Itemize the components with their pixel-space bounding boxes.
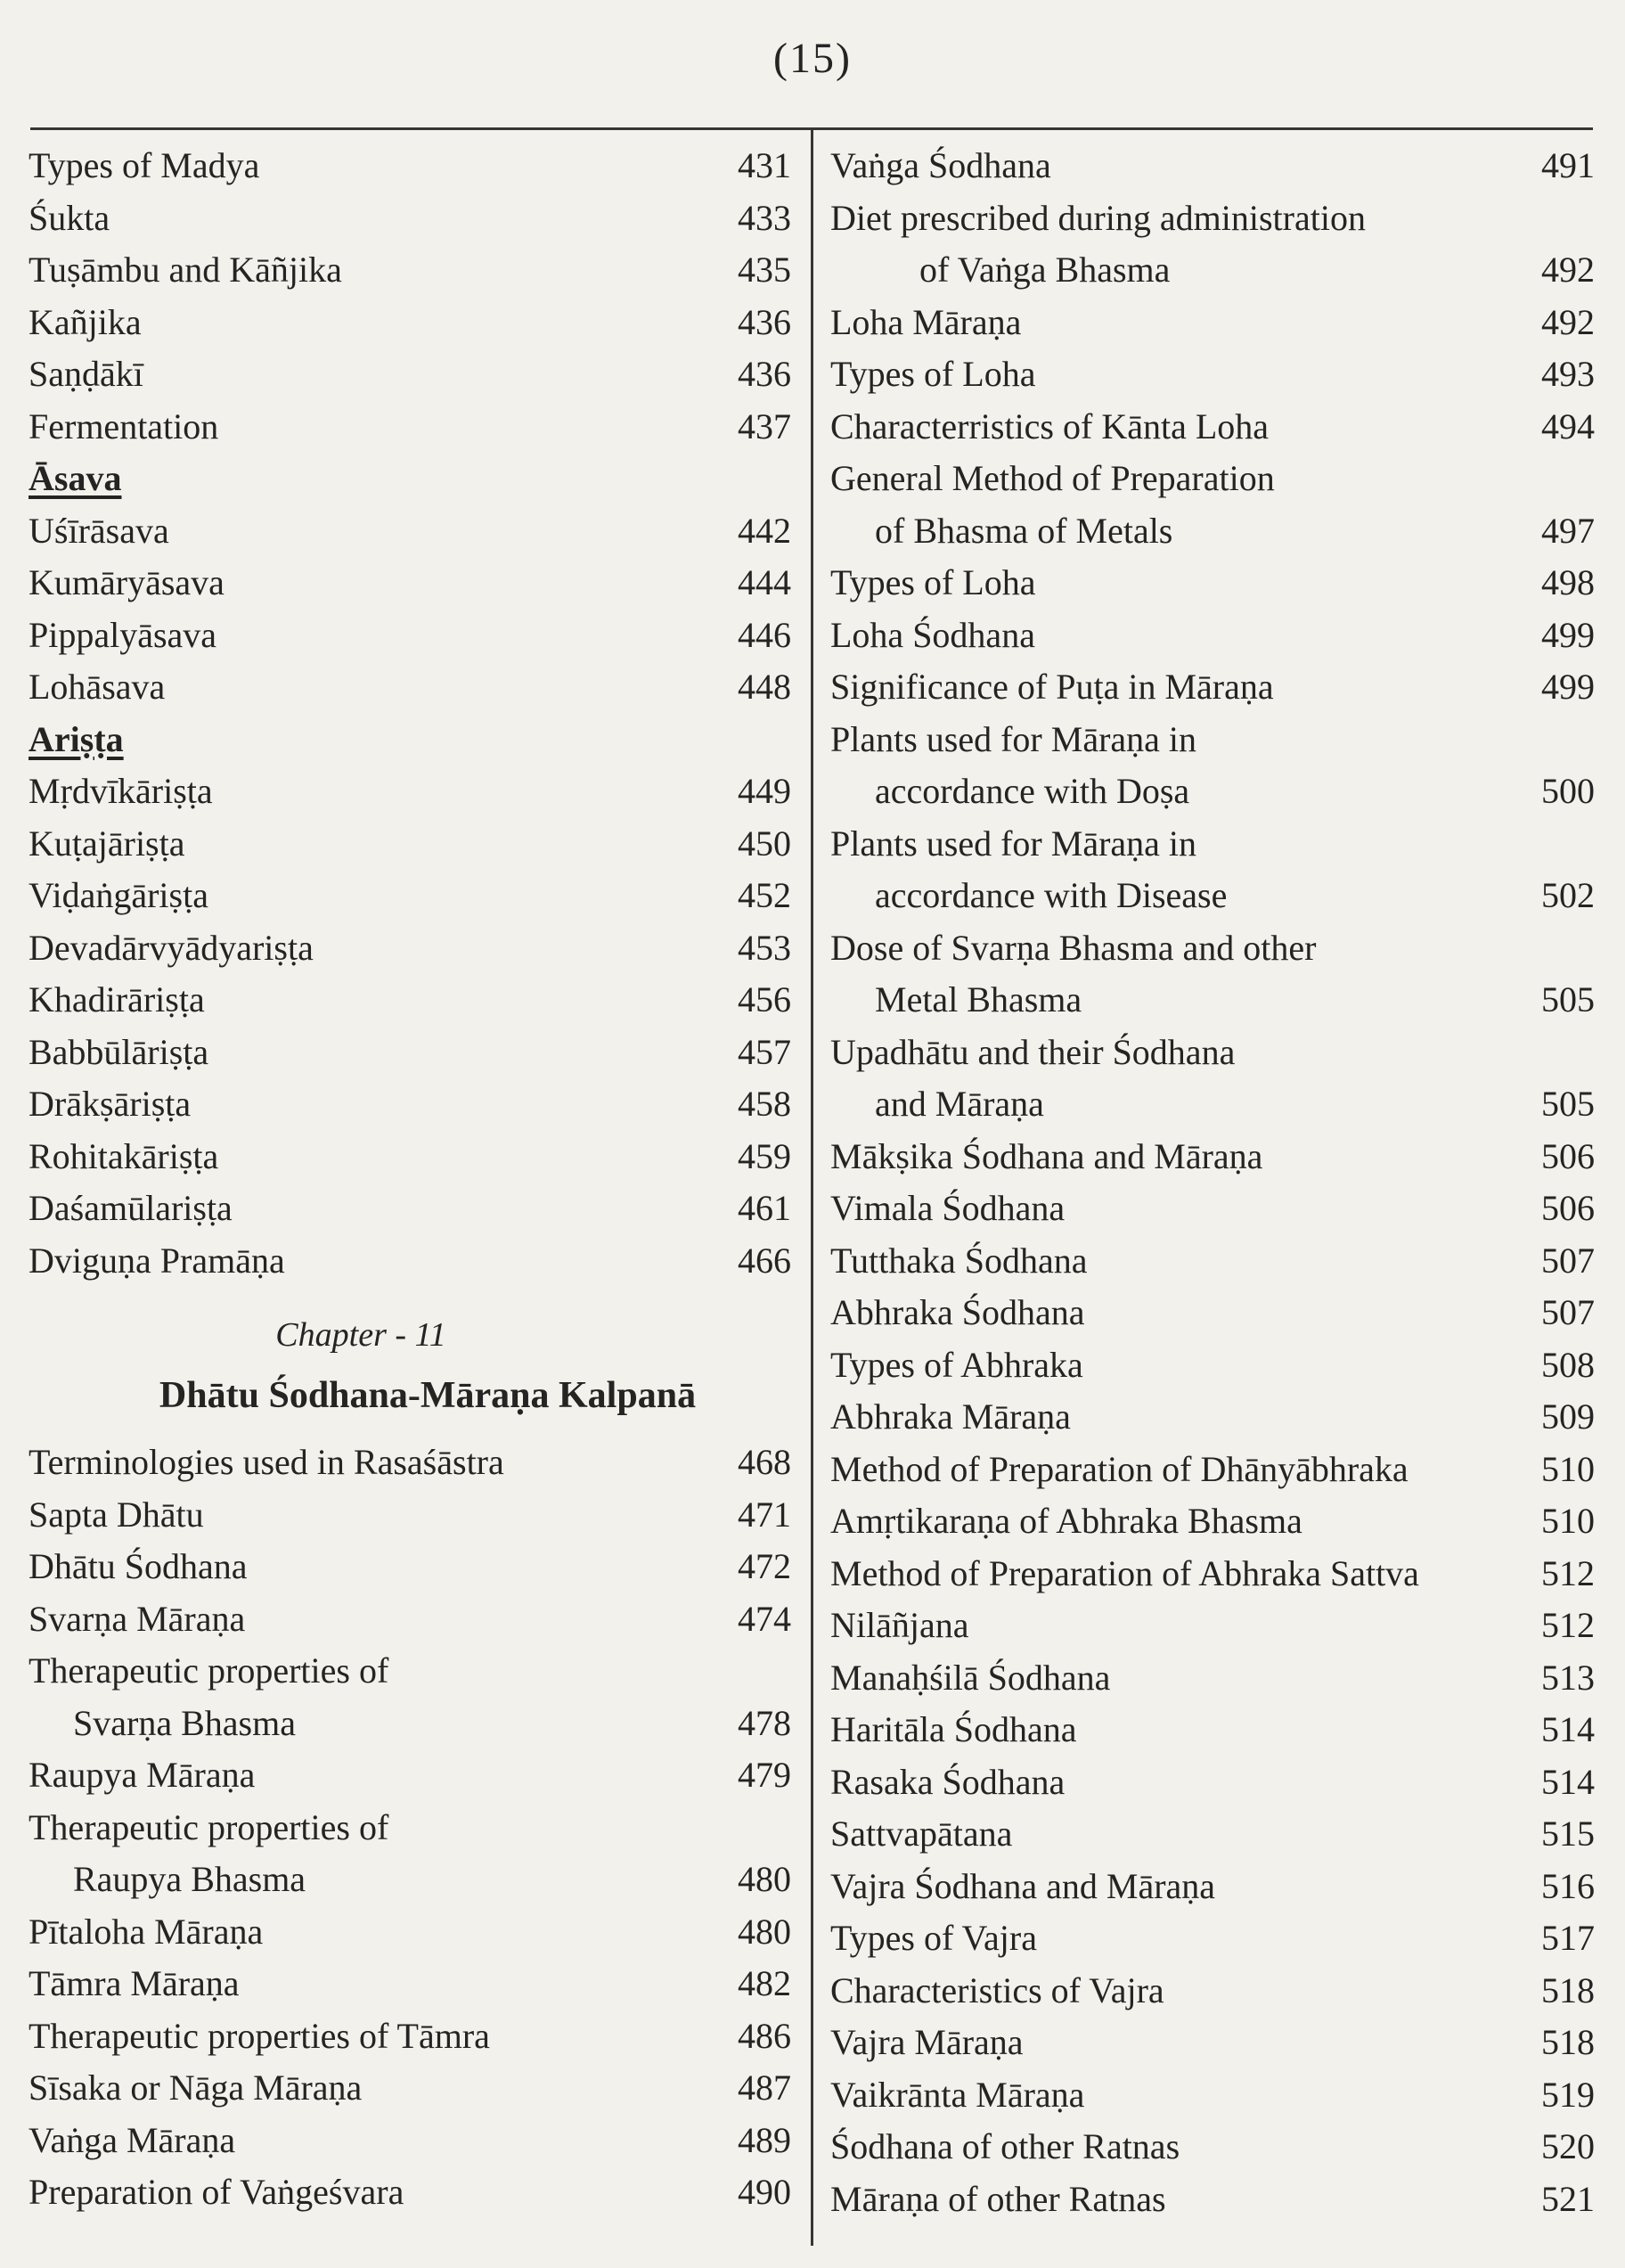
toc-entry-title [29, 297, 142, 349]
toc-entry-page: 489 [738, 2119, 791, 2160]
toc-entry-title-line: Upadhātu and their Śodhana [830, 1031, 1236, 1072]
toc-entry-title [830, 2174, 1166, 2226]
toc-entry-page: 480 [738, 1911, 791, 1952]
toc-entry-title [29, 244, 342, 297]
toc-entry-title [830, 1183, 1065, 1235]
toc-entry-title [830, 2017, 1024, 2069]
toc-entry-page: 507 [1541, 1240, 1595, 1281]
asava-entry-list [29, 505, 791, 714]
toc-entry-page: 433 [738, 197, 791, 238]
toc-entry [29, 1183, 791, 1235]
asava-heading: Āsava [29, 458, 122, 498]
toc-entry-page: 514 [1541, 1761, 1595, 1802]
toc-entry-title-line: Rasaka Śodhana [830, 1761, 1066, 1802]
toc-entry [29, 1906, 791, 1959]
toc-entry-title-line: Method of Preparation of Dhānyābhraka [830, 1448, 1409, 1489]
toc-entry [29, 1078, 791, 1131]
toc-entry-title-line: Pītaloha Māraṇa [29, 1911, 264, 1952]
toc-entry-page: 492 [1541, 250, 1595, 290]
toc-entry-title [830, 1652, 1110, 1705]
toc-entry [29, 192, 791, 245]
toc-entry-title [830, 1756, 1065, 1809]
toc-entry-title-line: Dose of Svarṇa Bhasma and other [830, 927, 1317, 968]
toc-entry-title-line: Diet prescribed during administration [830, 197, 1366, 238]
toc-entry-page: 507 [1541, 1292, 1595, 1332]
toc-entry-title-line: Māraṇa of other Ratnas [830, 2178, 1166, 2219]
toc-entry [29, 870, 791, 922]
toc-entry-title-line: Rohitakāriṣṭa [29, 1135, 219, 1176]
toc-entry [830, 1861, 1595, 1913]
toc-entry-title-line: Haritāla Śodhana [830, 1709, 1077, 1749]
toc-entry [29, 922, 791, 975]
toc-entry-title-line: Khadirāriṣṭa [29, 979, 205, 1019]
toc-entry-page: 449 [738, 771, 791, 811]
toc-entry-title-line: Abhraka Śodhana [830, 1292, 1085, 1332]
toc-entry-page: 437 [738, 405, 791, 446]
toc-entry-title [830, 2121, 1180, 2174]
toc-entry-title-line: Sapta Dhātu [29, 1494, 204, 1535]
toc-entry-title [830, 1495, 1302, 1548]
toc-entry [830, 2017, 1595, 2069]
toc-entry-title-line: Uśīrāsava [29, 510, 169, 551]
toc-entry-page: 487 [738, 2067, 791, 2108]
toc-entry [29, 1593, 791, 1646]
toc-entry-title-line: Plants used for Māraṇa in [830, 718, 1197, 759]
toc-entry [830, 922, 1595, 1027]
arista-entry-list [29, 766, 791, 1287]
toc-entry-page: 478 [738, 1702, 791, 1743]
toc-entry-page: 497 [1541, 510, 1595, 551]
toc-entry-title [830, 453, 1275, 557]
toc-entry [830, 1756, 1595, 1809]
toc-entry-page: 505 [1541, 979, 1595, 1019]
toc-entry [29, 297, 791, 349]
toc-entry-page: 450 [738, 823, 791, 864]
toc-entry-title [29, 1645, 388, 1749]
toc-entry [830, 1027, 1595, 1131]
toc-entry-title [29, 766, 213, 818]
toc-entry [830, 140, 1595, 192]
toc-entry-page: 517 [1541, 1918, 1595, 1958]
toc-entry-page: 436 [738, 354, 791, 394]
toc-entry-title [830, 1965, 1164, 2018]
toc-entry [830, 401, 1595, 454]
toc-entry-page: 494 [1541, 405, 1595, 446]
toc-entry [29, 610, 791, 662]
column-divider [811, 129, 813, 2246]
toc-entry-page: 498 [1541, 562, 1595, 602]
right-column [830, 140, 1595, 2225]
toc-entry-page: 508 [1541, 1344, 1595, 1385]
toc-entry-title [29, 1593, 245, 1646]
toc-entry-title-line: Therapeutic properties of [29, 1650, 389, 1691]
toc-entry [29, 818, 791, 871]
chapter-entry-list [29, 1437, 791, 2219]
toc-entry-title-line: Preparation of Vaṅgeśvara [29, 2172, 404, 2212]
toc-entry-page: 442 [738, 510, 791, 551]
toc-entry [29, 1131, 791, 1183]
toc-entry-title [29, 2062, 362, 2115]
toc-entry [29, 2115, 791, 2167]
toc-entry-page: 474 [738, 1598, 791, 1639]
toc-entry-title-line: Vaikrānta Māraṇa [830, 2074, 1085, 2115]
toc-entry-title [29, 1802, 388, 1906]
toc-entry [830, 348, 1595, 401]
toc-entry-page: 520 [1541, 2126, 1595, 2166]
toc-entry [830, 1912, 1595, 1965]
toc-entry-title-line: Significance of Puṭa in Māraṇa [830, 667, 1274, 707]
toc-entry-title-line: Śodhana of other Ratnas [830, 2126, 1180, 2166]
toc-entry-page: 453 [738, 927, 791, 968]
toc-entry [29, 1027, 791, 1079]
toc-entry-page: 510 [1541, 1501, 1595, 1541]
toc-entry-title [29, 1235, 285, 1288]
toc-entry-title-continuation: Svarṇa Bhasma [73, 1702, 296, 1743]
toc-entry-title-line: Types of Madya [29, 145, 260, 185]
toc-entry-title [830, 714, 1196, 818]
toc-entry-title [830, 1861, 1215, 1913]
toc-entry-title [29, 505, 169, 558]
toc-entry-title-line: General Method of Preparation [830, 458, 1275, 498]
toc-entry-title-line: Loha Māraṇa [830, 301, 1022, 342]
toc-entry-title-line: Kuṭajāriṣṭa [29, 823, 185, 864]
toc-entry-title-line: Vajra Śodhana and Māraṇa [830, 1865, 1216, 1906]
toc-entry-title [29, 1958, 240, 2010]
toc-entry-title [29, 1541, 248, 1593]
toc-entry [29, 2010, 791, 2063]
toc-entry [29, 974, 791, 1027]
toc-entry-title-line: Drākṣāriṣṭa [29, 1084, 192, 1124]
toc-entry [29, 1437, 791, 1489]
toc-entry-page: 431 [738, 145, 791, 185]
toc-entry-page: 509 [1541, 1396, 1595, 1437]
toc-entry-title-line: Devadārvyādyariṣṭa [29, 927, 314, 968]
toc-entry [830, 2121, 1595, 2174]
left-column [29, 140, 791, 2219]
toc-entry-title [830, 1548, 1419, 1601]
toc-entry-title [830, 1444, 1409, 1496]
toc-entry [830, 1287, 1595, 1339]
toc-entry [830, 2174, 1595, 2226]
toc-entry-title-line: Characterristics of Kānta Loha [830, 405, 1270, 446]
toc-entry [29, 1489, 791, 1542]
toc-entry-title-line: Babbūlāriṣṭa [29, 1031, 209, 1072]
toc-entry-page: 493 [1541, 354, 1595, 394]
toc-entry [830, 2069, 1595, 2122]
toc-entry [830, 1235, 1595, 1288]
toc-entry-title [29, 922, 314, 975]
toc-entry-page: 500 [1541, 771, 1595, 811]
toc-entry-title-line: Sīsaka or Nāga Māraṇa [29, 2067, 363, 2108]
toc-entry [29, 1541, 791, 1593]
toc-entry [830, 1495, 1595, 1548]
toc-entry-title [830, 1808, 1012, 1861]
toc-entry-page: 459 [738, 1135, 791, 1176]
toc-entry [830, 557, 1595, 610]
toc-entry [830, 1444, 1595, 1496]
toc-entry-title-line: Pippalyāsava [29, 614, 217, 655]
toc-entry-title-line: Saṇḍākī [29, 354, 143, 394]
toc-entry [29, 140, 791, 192]
toc-entry [830, 610, 1595, 662]
toc-entry-page: 491 [1541, 145, 1595, 185]
toc-entry [29, 244, 791, 297]
toc-entry [29, 2166, 791, 2219]
toc-entry-title-line: Dviguṇa Pramāṇa [29, 1240, 285, 1281]
toc-entry-title-line: Types of Loha [830, 562, 1036, 602]
right-entry-list [830, 140, 1595, 2225]
toc-entry-page: 492 [1541, 301, 1595, 342]
toc-entry-title [29, 1906, 263, 1959]
toc-entry-title-line: Raupya Māraṇa [29, 1755, 256, 1795]
toc-entry-title [830, 557, 1035, 610]
toc-entry-page: 435 [738, 250, 791, 290]
toc-entry-title [830, 1912, 1037, 1965]
toc-entry-title-line: Loha Śodhana [830, 614, 1035, 655]
toc-entry-title-continuation: accordance with Disease [875, 875, 1228, 915]
toc-entry-title [29, 348, 143, 401]
toc-entry [830, 1391, 1595, 1444]
toc-entry [830, 1600, 1595, 1652]
toc-entry [830, 714, 1595, 818]
toc-entry-title [29, 192, 110, 245]
toc-entry-title [29, 1183, 233, 1235]
toc-entry-page: 490 [738, 2172, 791, 2212]
toc-entry-title-line: Types of Abhraka [830, 1344, 1083, 1385]
toc-entry-page: 510 [1541, 1448, 1595, 1489]
toc-entry-title-line: Therapeutic properties of [29, 1806, 389, 1847]
toc-entry-title [830, 1027, 1235, 1131]
chapter-label: Chapter - 11 [275, 1316, 446, 1354]
toc-entry-page: 516 [1541, 1865, 1595, 1906]
toc-entry-title [830, 610, 1035, 662]
toc-entry-title [29, 140, 259, 192]
toc-entry [29, 1802, 791, 1906]
toc-entry-title-line: Plants used for Māraṇa in [830, 823, 1197, 864]
toc-entry-title-line: Daśamūlariṣṭa [29, 1188, 233, 1228]
toc-entry-title-line: Nilāñjana [830, 1605, 969, 1645]
toc-entry-page: 502 [1541, 875, 1595, 915]
toc-entry-page: 506 [1541, 1135, 1595, 1176]
toc-entry [830, 1183, 1595, 1235]
toc-entry-title [830, 1235, 1088, 1288]
toc-entry-title [830, 348, 1035, 401]
toc-entry-title [830, 401, 1269, 454]
toc-entry-page: 444 [738, 562, 791, 602]
toc-entry-page: 466 [738, 1240, 791, 1281]
toc-entry-title [830, 2069, 1084, 2122]
toc-entry-title [29, 1027, 208, 1079]
toc-entry [830, 1131, 1595, 1183]
toc-entry-page: 457 [738, 1031, 791, 1072]
toc-entry-title [29, 610, 216, 662]
toc-entry-title-line: Mṛdvīkāriṣṭa [29, 771, 213, 811]
toc-entry-title-line: Viḍaṅgāriṣṭa [29, 875, 208, 915]
toc-entry [29, 1645, 791, 1749]
toc-entry-page: 471 [738, 1494, 791, 1535]
toc-entry [29, 348, 791, 401]
toc-entry-title-line: Vaṅga Śodhana [830, 145, 1051, 185]
toc-entry-page: 472 [738, 1546, 791, 1586]
toc-entry-title-continuation: of Bhasma of Metals [875, 510, 1173, 551]
toc-entry-page: 512 [1541, 1552, 1595, 1593]
toc-entry [29, 2062, 791, 2115]
toc-entry-page: 518 [1541, 2022, 1595, 2062]
toc-entry [830, 1548, 1595, 1601]
toc-entry-title-line: Abhraka Māraṇa [830, 1396, 1071, 1437]
toc-entry-page: 458 [738, 1084, 791, 1124]
toc-entry [830, 1965, 1595, 2018]
toc-entry-page: 482 [738, 1963, 791, 2003]
toc-entry [29, 1749, 791, 1802]
toc-entry-title-line: Method of Preparation of Abhraka Sattva [830, 1552, 1419, 1593]
toc-entry-page: 461 [738, 1188, 791, 1228]
toc-entry-page: 512 [1541, 1605, 1595, 1645]
toc-entry [830, 192, 1595, 297]
toc-entry-title-line: Types of Vajra [830, 1918, 1037, 1958]
toc-entry-title-line: Śukta [29, 197, 110, 238]
toc-entry-title-line: Svarṇa Māraṇa [29, 1598, 246, 1639]
toc-entry-page: 448 [738, 667, 791, 707]
left-entry-list [29, 140, 791, 453]
toc-entry-title-continuation: and Māraṇa [875, 1084, 1044, 1124]
toc-entry-page: 513 [1541, 1657, 1595, 1698]
toc-entry [29, 1235, 791, 1288]
toc-entry [830, 1652, 1595, 1705]
toc-entry-page: 499 [1541, 667, 1595, 707]
toc-entry-page: 506 [1541, 1188, 1595, 1228]
toc-entry-title [830, 140, 1051, 192]
toc-entry-title [830, 1600, 969, 1652]
toc-entry-page: 436 [738, 301, 791, 342]
toc-entry-page: 515 [1541, 1814, 1595, 1854]
toc-entry-title-line: Vaṅga Māraṇa [29, 2119, 236, 2160]
toc-entry-page: 521 [1541, 2178, 1595, 2219]
toc-entry-title [830, 1131, 1262, 1183]
toc-entry [830, 818, 1595, 922]
toc-entry-title [830, 1391, 1071, 1444]
toc-entry-page: 518 [1541, 1969, 1595, 2010]
arista-heading: Ariṣṭa [29, 718, 124, 759]
toc-entry-page: 480 [738, 1859, 791, 1899]
toc-entry-title [29, 2010, 490, 2063]
toc-entry [29, 766, 791, 818]
toc-entry-page: 479 [738, 1755, 791, 1795]
toc-entry-title-line: Types of Loha [830, 354, 1036, 394]
chapter-title: Dhātu Śodhana-Māraṇa Kalpanā [159, 1375, 697, 1416]
toc-entry-title-line: Therapeutic properties of Tāmra [29, 2015, 490, 2056]
toc-entry-title [29, 1437, 504, 1489]
toc-entry-title-line: Kañjika [29, 301, 142, 342]
toc-entry-title [29, 1489, 204, 1542]
toc-entry-page: 468 [738, 1442, 791, 1482]
toc-entry-title [29, 2166, 404, 2219]
toc-entry [29, 401, 791, 454]
toc-entry-page: 456 [738, 979, 791, 1019]
toc-entry-title [29, 1131, 218, 1183]
toc-entry-page: 505 [1541, 1084, 1595, 1124]
toc-entry [29, 505, 791, 558]
toc-entry [830, 1808, 1595, 1861]
toc-entry-title-line: Amṛtikaraṇa of Abhraka Bhasma [830, 1501, 1302, 1541]
toc-entry-title-line: Lohāsava [29, 667, 166, 707]
toc-entry-page: 486 [738, 2015, 791, 2056]
toc-entry-page: 519 [1541, 2074, 1595, 2115]
toc-entry-title [29, 974, 205, 1027]
toc-entry-title-line: Tuṣāmbu and Kāñjika [29, 250, 342, 290]
toc-entry-title [830, 192, 1366, 297]
toc-entry-title [29, 401, 218, 454]
toc-entry [830, 1339, 1595, 1392]
toc-entry-title-line: Dhātu Śodhana [29, 1546, 248, 1586]
toc-entry-title-line: Tutthaka Śodhana [830, 1240, 1088, 1281]
toc-entry-title-line: Fermentation [29, 405, 219, 446]
toc-entry-title [830, 1704, 1077, 1756]
toc-entry-title [29, 557, 225, 610]
toc-entry-title-continuation: accordance with Doṣa [875, 771, 1190, 811]
toc-entry-title [830, 297, 1021, 349]
toc-entry-title [830, 922, 1316, 1027]
toc-entry-title [29, 870, 208, 922]
toc-entry-title-line: Vimala Śodhana [830, 1188, 1066, 1228]
toc-entry-title-line: Vajra Māraṇa [830, 2022, 1024, 2062]
toc-entry-title [29, 661, 165, 714]
toc-entry-title-line: Tāmra Māraṇa [29, 1963, 240, 2003]
toc-entry-title-continuation: Metal Bhasma [875, 979, 1082, 1019]
toc-entry-title-line: Sattvapātana [830, 1814, 1013, 1854]
toc-entry-title [29, 2115, 235, 2167]
toc-entry [830, 661, 1595, 714]
toc-entry [29, 661, 791, 714]
toc-entry-page: 499 [1541, 614, 1595, 655]
toc-entry [830, 1704, 1595, 1756]
toc-entry-title-line: Terminologies used in Rasaśāstra [29, 1442, 504, 1482]
toc-entry [830, 453, 1595, 557]
toc-entry-title-continuation: Raupya Bhasma [73, 1859, 306, 1899]
toc-entry [29, 557, 791, 610]
toc-entry-title-line: Mākṣika Śodhana and Māraṇa [830, 1135, 1263, 1176]
toc-entry [830, 297, 1595, 349]
toc-entry-title-continuation: of Vaṅga Bhasma [919, 250, 1171, 290]
toc-entry-title [830, 661, 1274, 714]
toc-entry-page: 514 [1541, 1709, 1595, 1749]
toc-entry-title [29, 1078, 191, 1131]
toc-entry-title [29, 1749, 255, 1802]
toc-entry [29, 1958, 791, 2010]
toc-entry-title [830, 1287, 1084, 1339]
toc-entry-page: 446 [738, 614, 791, 655]
toc-entry-title [830, 818, 1227, 922]
page-number: (15) [773, 35, 852, 82]
toc-entry-title [29, 818, 185, 871]
toc-entry-title-line: Kumāryāsava [29, 562, 225, 602]
toc-entry-page: 452 [738, 875, 791, 915]
toc-entry-title-line: Characteristics of Vajra [830, 1969, 1164, 2010]
toc-entry-title-line: Manaḥśilā Śodhana [830, 1657, 1111, 1698]
toc-entry-title [830, 1339, 1083, 1392]
